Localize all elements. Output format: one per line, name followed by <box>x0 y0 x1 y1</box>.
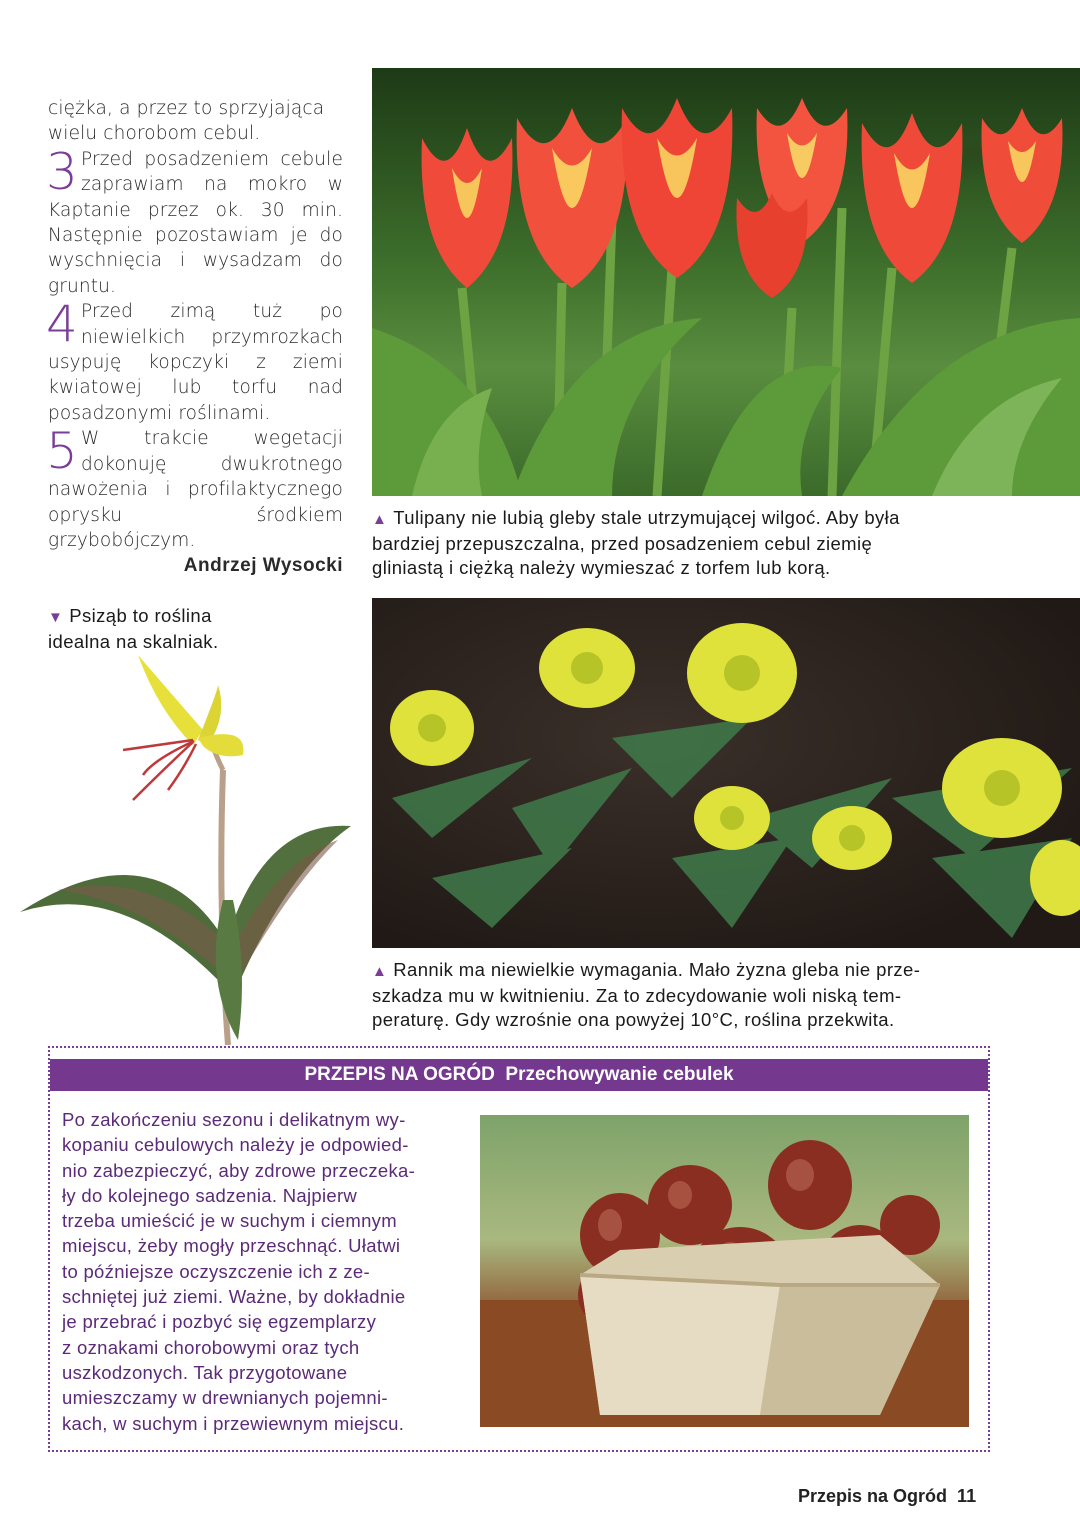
page-footer <box>798 1486 976 1507</box>
bulb-basket-photo <box>480 1115 969 1427</box>
recipe-line: z oznakami chorobowymi oraz tych <box>62 1336 360 1358</box>
article-column <box>48 96 343 579</box>
triangle-up-icon: ▲ <box>372 963 388 980</box>
eranthis-caption <box>372 958 1072 1032</box>
bulb-basket-illustration <box>480 1115 969 1427</box>
page-number: 11 <box>957 1486 977 1506</box>
triangle-down-icon: ▼ <box>48 609 64 626</box>
recipe-line: miejscu, żeby mogły przeschnąć. Ułatwi <box>62 1235 401 1257</box>
recipe-title: PRZEPIS NA OGRÓD <box>304 1064 495 1085</box>
magazine-name: Przepis na Ogród <box>798 1486 948 1506</box>
caption-line: Rannik ma niewielkie wymagania. Mało żyzna gleba nie prze- <box>393 959 921 980</box>
tulip-illustration <box>372 68 1080 496</box>
recipe-line: schniętej już ziemi. Ważne, by dokładnie <box>62 1286 406 1308</box>
recipe-text <box>62 1107 454 1436</box>
caption-line: gliniastą i ciężką należy wymieszać z torfem lub korą. <box>372 557 831 578</box>
recipe-header <box>50 1059 988 1091</box>
recipe-line: kach, w suchym i przewiewnym miejscu. <box>62 1412 405 1434</box>
list-item-3 <box>46 142 343 299</box>
recipe-line: trzeba umieścić je w suchym i ciemnym <box>62 1210 397 1232</box>
caption-line: Tulipany nie lubią gleby stale utrzymującej wilgoć. Aby była <box>393 507 900 528</box>
caption-line: Psiząb to roślina <box>69 605 212 626</box>
recipe-line: ły do kolejnego sadzenia. Najpierw <box>62 1184 358 1206</box>
recipe-line: je przebrać i pozbyć się egzemplarzy <box>62 1311 377 1333</box>
caption-line: peraturę. Gdy wzrośnie ona powyżej 10°C, roślina przekwita. <box>372 1009 895 1030</box>
eranthis-photo <box>372 598 1080 948</box>
list-item-5 <box>46 422 343 553</box>
author-name: Andrzej Wysocki <box>183 555 343 577</box>
triangle-up-icon: ▲ <box>372 511 388 528</box>
item-text: Przed posadzeniem cebule zaprawiam na mokro w Kaptanie przez ok. 30 min. Następnie pozostawiam je do wyschnięcia i wysadzam do gruntu. <box>48 148 343 297</box>
tulip-photo <box>372 68 1080 496</box>
item-number: 3 <box>46 142 78 201</box>
list-item-4 <box>46 295 343 426</box>
item-number: 5 <box>46 422 78 481</box>
erythronium-caption <box>48 604 348 654</box>
recipe-line: Po zakończeniu sezonu i delikatnym wy- <box>62 1109 406 1130</box>
recipe-subtitle: Przechowywanie cebulek <box>505 1064 734 1085</box>
caption-line: idealna na skalniak. <box>48 631 219 652</box>
intro-line-1: ciężka, a przez to sprzyjająca <box>48 98 325 119</box>
item-text: W trakcie wegetacji dokonuję dwukrotnego nawożenia i profilaktycznego oprysku środkiem grzybobójczym. <box>48 428 343 551</box>
recipe-line: nio zabezpieczyć, aby zdrowe przeczeka- <box>62 1159 416 1181</box>
recipe-line: uszkodzonych. Tak przygotowane <box>62 1361 348 1383</box>
item-number: 4 <box>46 295 78 354</box>
intro-line-2: wielu chorobom cebul. <box>48 123 261 145</box>
erythronium-illustration <box>18 650 353 1045</box>
recipe-line: kopaniu cebulowych należy je odpowied- <box>62 1134 409 1156</box>
tulip-caption <box>372 506 1072 580</box>
recipe-line: umieszczamy w drewnianych pojemni- <box>62 1387 388 1409</box>
recipe-line: to późniejsze oczyszczenie ich z ze- <box>62 1260 370 1282</box>
item-text: Przed zimą tuż po niewielkich przymrozkach usypuję kopczyki z ziemi kwiatowej lub torfu nad posadzonymi roślinami. <box>48 301 343 424</box>
caption-line: bardziej przepuszczalna, przed posadzeniem cebul ziemię <box>372 533 873 554</box>
caption-line: szkadza mu w kwitnieniu. Za to zdecydowanie woli niską tem- <box>372 985 902 1006</box>
eranthis-illustration <box>372 598 1080 948</box>
